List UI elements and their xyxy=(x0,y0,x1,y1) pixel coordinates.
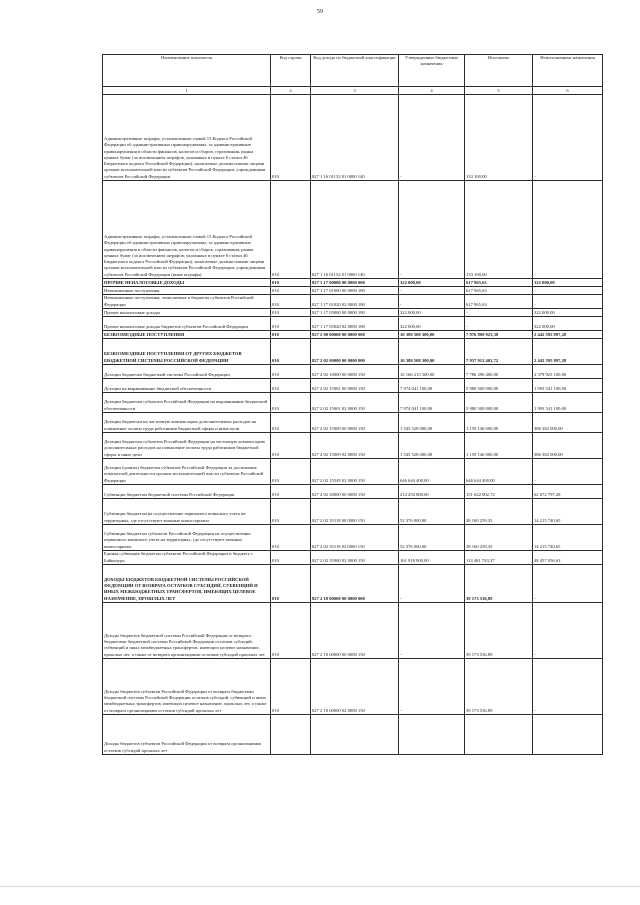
table-row xyxy=(103,331,603,339)
row-executed-cell: 1 159 146 000,00 xyxy=(465,413,533,433)
row-name-cell: Доходы бюджетов субъектов Российской Федерации от возврата организациями остатков субсидий прошлых лет xyxy=(103,715,271,755)
row-income-code-cell: 827 2 02 35900 02 0000 150 xyxy=(311,551,399,565)
row-unexecuted-cell: - xyxy=(533,565,603,603)
row-executed-cell: 7 786 290 400,00 xyxy=(465,365,533,379)
row-executed-cell: 151 622 002,72 xyxy=(465,485,533,499)
row-approved-cell: - xyxy=(399,603,465,659)
row-approved-cell: - xyxy=(399,659,465,715)
table-body xyxy=(103,95,603,755)
row-unexecuted-cell: 1 993 541 100,00 xyxy=(533,379,603,393)
row-approved-cell: 322 000,00 xyxy=(399,309,465,317)
row-unexecuted-cell: - xyxy=(533,659,603,715)
row-line-code-cell: 010 xyxy=(271,379,311,393)
row-executed-cell: 1 159 146 000,00 xyxy=(465,433,533,459)
row-unexecuted-cell: 386 382 000,00 xyxy=(533,413,603,433)
row-line-code-cell: 010 xyxy=(271,393,311,413)
row-income-code-cell: 827 2 18 00000 00 0000 150 xyxy=(311,603,399,659)
row-approved-cell: - xyxy=(399,95,465,181)
row-line-code-cell xyxy=(271,715,311,755)
row-executed-cell: 39 173 536,89 xyxy=(465,659,533,715)
row-unexecuted-cell: - xyxy=(533,181,603,279)
row-income-code-cell: 827 2 02 15009 02 0000 150 xyxy=(311,433,399,459)
row-executed-cell: 617 965,63 xyxy=(465,295,533,309)
row-name-cell: Прочие неналоговые доходы бюджетов субъектов Российской Федерации xyxy=(103,317,271,331)
row-name-cell: БЕЗВОЗМЕЗДНЫЕ ПОСТУПЛЕНИЯ ОТ ДРУГИХ БЮДЖЕТОВ БЮДЖЕТНОЙ СИСТЕМЫ РОССИЙСКОЙ ФЕДЕРАЦИИ xyxy=(103,339,271,365)
table-row xyxy=(103,95,603,181)
column-number: 4 xyxy=(399,87,465,95)
row-unexecuted-cell: - xyxy=(533,295,603,309)
row-line-code-cell: 010 xyxy=(271,317,311,331)
column-number: 1 xyxy=(103,87,271,95)
row-executed-cell: 133 100,00 xyxy=(465,95,533,181)
row-line-code-cell: 010 xyxy=(271,433,311,459)
table-row xyxy=(103,413,603,433)
row-unexecuted-cell: 322 000,00 xyxy=(533,279,603,287)
row-name-cell: Административные штрафы, установленные главой 15 Кодекса Российской Федерации об административных правонарушениях, за административные правонарушения в области финансов, налогов и сборов, страхования, рынка ценных бумаг (за исключением штрафов, указанных в пункте 6 статьи 46 Бюджетного кодекса Российской Федерации), налагаемые должностными лицами органов исполнительной власти субъектов Российской Федерации, учреждениями субъектов Российской Федерации xyxy=(103,95,271,181)
row-income-code-cell: 827 2 02 15549 02 0000 150 xyxy=(311,459,399,485)
row-income-code-cell: 827 2 02 30000 00 0000 150 xyxy=(311,485,399,499)
row-line-code-cell: 010 xyxy=(271,287,311,295)
row-name-cell: Невыясненные поступления xyxy=(103,287,271,295)
row-executed-cell: - xyxy=(465,317,533,331)
row-approved-cell: 322 000,00 xyxy=(399,317,465,331)
header-executed: Исполнено xyxy=(465,55,533,87)
header-unexecuted: Неисполненные назначения xyxy=(533,55,603,87)
row-income-code-cell xyxy=(311,715,399,755)
row-line-code-cell: 010 xyxy=(271,525,311,551)
row-approved-cell: 52 376 000,00 xyxy=(399,499,465,525)
row-approved-cell: - xyxy=(399,565,465,603)
row-name-cell: Дотации бюджетам бюджетной системы Российской Федерации xyxy=(103,365,271,379)
row-income-code-cell: 827 2 02 15001 02 0000 150 xyxy=(311,393,399,413)
row-unexecuted-cell: 2 442 595 897,28 xyxy=(533,331,603,339)
header-indicator-name: Наименование показателя xyxy=(103,55,271,87)
table-row xyxy=(103,459,603,485)
row-approved-cell: 1 545 528 000,00 xyxy=(399,433,465,459)
row-executed-cell: 38 160 259,35 xyxy=(465,499,533,525)
row-name-cell: Доходы бюджетов бюджетной системы Российской Федерации от возврата бюджетами бюджетной системы Российской Федерации остатков субсидий, субвенций и иных межбюджетных трансфертов, имеющих целевое назначение, прошлых лет, а также от возврата организациями остатков субсидий прошлых лет xyxy=(103,603,271,659)
row-executed-cell: 646 644 400,00 xyxy=(465,459,533,485)
row-unexecuted-cell: 322 000,00 xyxy=(533,309,603,317)
row-approved-cell: 7 974 041 100,00 xyxy=(399,393,465,413)
row-name-cell: Единая субвенция бюджетам субъектов Российской Федерации и бюджету г. Байконура xyxy=(103,551,271,565)
row-line-code-cell: 010 xyxy=(271,499,311,525)
row-income-code-cell: 827 1 17 00000 00 0000 000 xyxy=(311,279,399,287)
row-approved-cell: 10 380 508 300,00 xyxy=(399,331,465,339)
table-row xyxy=(103,317,603,331)
row-income-code-cell: 827 2 00 00000 00 0000 000 xyxy=(311,331,399,339)
row-unexecuted-cell: 14 215 740,65 xyxy=(533,525,603,551)
row-line-code-cell: 010 xyxy=(271,279,311,287)
table-row xyxy=(103,715,603,755)
row-line-code-cell: 010 xyxy=(271,551,311,565)
row-income-code-cell: 827 2 02 35118 00 0000 150 xyxy=(311,499,399,525)
row-name-cell: Прочие неналоговые доходы xyxy=(103,309,271,317)
row-name-cell: Административные штрафы, установленные главой 15 Кодекса Российской Федерации об административных правонарушениях, за административные правонарушения в области финансов, налогов и сборов, страхования, рынка ценных бумаг (за исключением штрафов, указанных в пункте 6 статьи 46 Бюджетного кодекса Российской Федерации), налагаемые должностными лицами органов исполнительной власти субъектов Российской Федерации, учреждениями субъектов Российской Федерации (иные штрафы) xyxy=(103,181,271,279)
row-approved-cell: 10 166 213 500,00 xyxy=(399,365,465,379)
row-executed-cell: 617 965,63 xyxy=(465,287,533,295)
column-number: 5 xyxy=(465,87,533,95)
row-executed-cell: 113 461 743,37 xyxy=(465,551,533,565)
row-name-cell: ПРОЧИЕ НЕНАЛОГОВЫЕ ДОХОДЫ xyxy=(103,279,271,287)
income-report-table xyxy=(102,54,603,755)
row-line-code-cell: 010 xyxy=(271,95,311,181)
row-executed-cell xyxy=(465,715,533,755)
row-name-cell: Дотации бюджетам на частичную компенсацию дополнительных расходов на повышение оплаты труда работников бюджетной сферы и иные цели xyxy=(103,413,271,433)
column-number-row xyxy=(103,87,603,95)
row-line-code-cell: 010 xyxy=(271,459,311,485)
row-income-code-cell: 827 1 17 01000 00 0000 180 xyxy=(311,287,399,295)
row-approved-cell: 322 000,00 xyxy=(399,279,465,287)
row-executed-cell: 7 937 912 402,72 xyxy=(465,339,533,365)
table-row xyxy=(103,525,603,551)
row-line-code-cell: 010 xyxy=(271,309,311,317)
row-income-code-cell: 827 1 16 01152 01 9000 140 xyxy=(311,181,399,279)
header-row xyxy=(103,55,603,87)
header-income-code: Код дохода по бюджетной классификации xyxy=(311,55,399,87)
table-row xyxy=(103,379,603,393)
table-row xyxy=(103,365,603,379)
row-approved-cell: 7 974 041 100,00 xyxy=(399,379,465,393)
row-executed-cell: - xyxy=(465,309,533,317)
row-executed-cell: 5 980 500 000,00 xyxy=(465,393,533,413)
row-income-code-cell: 827 1 16 01152 01 0000 140 xyxy=(311,95,399,181)
row-name-cell: Субвенции бюджетам бюджетной системы Российской Федерации xyxy=(103,485,271,499)
table-row xyxy=(103,485,603,499)
row-unexecuted-cell: - xyxy=(533,95,603,181)
row-unexecuted-cell: 1 993 541 100,00 xyxy=(533,393,603,413)
table-row xyxy=(103,287,603,295)
row-income-code-cell: 827 2 02 15001 00 0000 150 xyxy=(311,379,399,393)
row-unexecuted-cell: 386 382 000,00 xyxy=(533,433,603,459)
row-line-code-cell: 010 xyxy=(271,413,311,433)
row-income-code-cell: 827 1 17 01020 02 0000 180 xyxy=(311,295,399,309)
row-approved-cell xyxy=(399,715,465,755)
table-row xyxy=(103,295,603,309)
row-approved-cell: 52 376 000,00 xyxy=(399,525,465,551)
row-executed-cell: 38 160 259,35 xyxy=(465,525,533,551)
row-line-code-cell: 010 xyxy=(271,659,311,715)
row-income-code-cell: 827 2 02 35118 02 0000 150 xyxy=(311,525,399,551)
row-name-cell: Дотации бюджетам субъектов Российской Федерации на частичную компенсацию дополнительных расходов на повышение оплаты труда работников бюджетной сферы и иные цели xyxy=(103,433,271,459)
row-unexecuted-cell: 14 215 740,65 xyxy=(533,499,603,525)
header-approved: Утвержденные бюджетные назначения xyxy=(399,55,465,87)
row-approved-cell: 214 294 800,00 xyxy=(399,485,465,499)
row-income-code-cell: 827 2 02 00000 00 0000 000 xyxy=(311,339,399,365)
page-bottom-rule xyxy=(0,886,640,887)
row-income-code-cell: 827 2 02 10000 00 0000 150 xyxy=(311,365,399,379)
row-executed-cell: 39 173 536,89 xyxy=(465,603,533,659)
row-unexecuted-cell: 2 442 595 897,28 xyxy=(533,339,603,365)
row-line-code-cell: 010 xyxy=(271,565,311,603)
row-name-cell: Дотации на выравнивание бюджетной обеспеченности xyxy=(103,379,271,393)
row-approved-cell: 161 918 800,00 xyxy=(399,551,465,565)
row-income-code-cell: 827 2 18 00000 02 0000 150 xyxy=(311,659,399,715)
row-line-code-cell: 010 xyxy=(271,603,311,659)
row-name-cell: Доходы бюджетов субъектов Российской Федерации от возврата бюджетами бюджетной системы Российской Федерации остатков субсидий, субвенций и иных межбюджетных трансфертов, имеющих целевое назначение, прошлых лет, а также от возврата организациями остатков субсидий прошлых лет xyxy=(103,659,271,715)
row-approved-cell: - xyxy=(399,287,465,295)
row-line-code-cell: 010 xyxy=(271,365,311,379)
table-row xyxy=(103,181,603,279)
row-name-cell: Дотации бюджетам субъектов Российской Федерации на выравнивание бюджетной обеспеченности xyxy=(103,393,271,413)
row-approved-cell: 1 545 528 000,00 xyxy=(399,413,465,433)
row-name-cell: ДОХОДЫ БЮДЖЕТОВ БЮДЖЕТНОЙ СИСТЕМЫ РОССИЙСКОЙ ФЕДЕРАЦИИ ОТ ВОЗВРАТА ОСТАТКОВ СУБСИДИЙ, СУБВЕНЦИЙ И ИНЫХ МЕЖБЮДЖЕТНЫХ ТРАНСФЕРТОВ, ИМЕЮЩИХ ЦЕЛЕВОЕ НАЗНАЧЕНИЕ, ПРОШЛЫХ ЛЕТ xyxy=(103,565,271,603)
row-executed-cell: 617 965,63 xyxy=(465,279,533,287)
row-line-code-cell: 010 xyxy=(271,331,311,339)
table-row xyxy=(103,659,603,715)
column-number: 3 xyxy=(311,87,399,95)
table-row xyxy=(103,551,603,565)
row-unexecuted-cell: 48 457 056,63 xyxy=(533,551,603,565)
row-name-cell: Субвенции бюджетам субъектов Российской Федерации на осуществление первичного воинского учета на территориях, где отсутствуют военные комиссариаты xyxy=(103,525,271,551)
page-number: 59 xyxy=(317,9,323,15)
row-line-code-cell: 010 xyxy=(271,339,311,365)
table-row xyxy=(103,339,603,365)
column-number: 2 xyxy=(271,87,311,95)
table-row xyxy=(103,309,603,317)
row-line-code-cell: 010 xyxy=(271,485,311,499)
row-unexecuted-cell xyxy=(533,715,603,755)
row-line-code-cell: 010 xyxy=(271,181,311,279)
row-unexecuted-cell: 2 379 923 100,00 xyxy=(533,365,603,379)
column-number: 6 xyxy=(533,87,603,95)
row-unexecuted-cell: - xyxy=(533,603,603,659)
table-row xyxy=(103,433,603,459)
row-approved-cell: 646 644 400,00 xyxy=(399,459,465,485)
table-row xyxy=(103,393,603,413)
header-line-code: Код строки xyxy=(271,55,311,87)
row-executed-cell: 39 173 536,89 xyxy=(465,565,533,603)
row-approved-cell: 10 380 508 300,00 xyxy=(399,339,465,365)
row-income-code-cell: 827 1 17 05000 00 0000 180 xyxy=(311,309,399,317)
row-unexecuted-cell: - xyxy=(533,287,603,295)
table-row xyxy=(103,565,603,603)
row-unexecuted-cell: 322 000,00 xyxy=(533,317,603,331)
table-row xyxy=(103,279,603,287)
row-name-cell: БЕЗВОЗМЕЗДНЫЕ ПОСТУПЛЕНИЯ xyxy=(103,331,271,339)
row-executed-cell: 133 100,00 xyxy=(465,181,533,279)
table-row xyxy=(103,603,603,659)
table-row xyxy=(103,499,603,525)
row-name-cell: Субвенции бюджетам на осуществление первичного воинского учета на территориях, где отсутствуют военные комиссариаты xyxy=(103,499,271,525)
row-executed-cell: 5 980 500 000,00 xyxy=(465,379,533,393)
row-approved-cell: - xyxy=(399,181,465,279)
row-unexecuted-cell: 62 672 797,28 xyxy=(533,485,603,499)
row-line-code-cell: 010 xyxy=(271,295,311,309)
row-unexecuted-cell: - xyxy=(533,459,603,485)
row-name-cell: Невыясненные поступления, зачисляемые в бюджеты субъектов Российской Федерации xyxy=(103,295,271,309)
row-approved-cell: - xyxy=(399,295,465,309)
row-income-code-cell: 827 1 17 05020 02 0000 180 xyxy=(311,317,399,331)
row-name-cell: Дотации (гранты) бюджетам субъектов Российской Федерации за достижение показателей деятельности органов исполнительной власти субъектов Российской Федерации xyxy=(103,459,271,485)
row-income-code-cell: 827 2 02 15009 00 0000 150 xyxy=(311,413,399,433)
row-income-code-cell: 827 2 18 00000 00 0000 000 xyxy=(311,565,399,603)
row-executed-cell: 7 976 809 923,38 xyxy=(465,331,533,339)
